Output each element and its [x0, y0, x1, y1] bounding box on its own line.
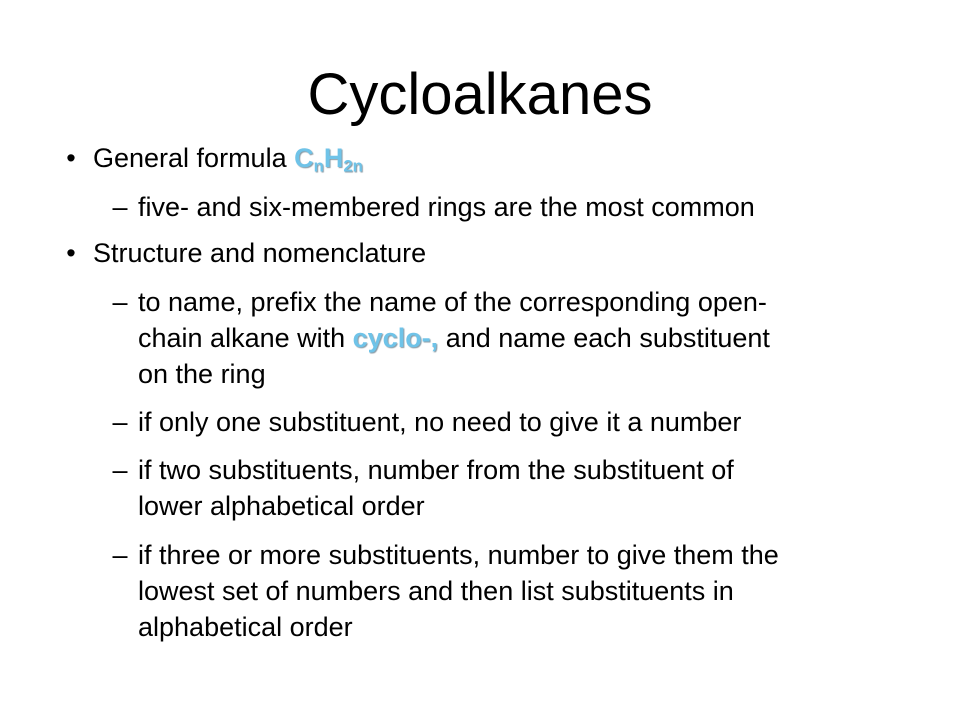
subbullet-three-substituents — [112, 537, 918, 645]
to-name-line-2 — [138, 320, 918, 356]
two-substituents-line-1: if two substituents, number from the substituent of — [138, 455, 734, 485]
dash-marker: – — [112, 540, 128, 570]
dash-marker: – — [112, 192, 128, 222]
one-substituent-text: if only one substituent, no need to give it a number — [138, 407, 742, 437]
subbullet-two-substituents — [112, 452, 918, 524]
formula-hydrogen: H — [323, 143, 344, 173]
formula-carbon-subscript: n — [313, 156, 324, 176]
slide-title: Cycloalkanes — [307, 62, 653, 127]
five-six-rings-text: five- and six-membered rings are the most common — [138, 192, 755, 222]
bullet-structure-nomenclature — [66, 235, 913, 271]
three-substituents-line-3: alphabetical order — [138, 612, 353, 642]
to-name-line-3: on the ring — [138, 359, 266, 389]
general-formula-label: General formula — [93, 143, 295, 173]
general-formula-value — [294, 143, 363, 176]
formula-carbon: C — [294, 143, 314, 173]
subbullet-to-name — [112, 284, 918, 392]
two-substituents-line-2: lower alphabetical order — [138, 491, 425, 521]
to-name-line-2-end: and name each substituent — [438, 323, 770, 353]
dash-marker: – — [112, 455, 128, 485]
bullet-marker: • — [66, 238, 76, 268]
cyclo-prefix-highlight: cyclo-, — [352, 323, 439, 353]
to-name-line-2-start: chain alkane with — [138, 323, 353, 353]
to-name-line-1: to name, prefix the name of the corresponding open- — [138, 287, 767, 317]
subbullet-five-six-rings — [112, 189, 918, 225]
structure-nomenclature-text: Structure and nomenclature — [93, 238, 427, 268]
subbullet-one-substituent — [112, 404, 918, 440]
bullet-marker: • — [66, 143, 76, 173]
formula-hydrogen-subscript: 2n — [343, 156, 363, 176]
three-substituents-line-2: lowest set of numbers and then list substituents in — [138, 576, 734, 606]
dash-marker: – — [112, 287, 128, 317]
three-substituents-line-1: if three or more substituents, number to give them the — [138, 540, 779, 570]
bullet-general-formula — [66, 140, 913, 176]
dash-marker: – — [112, 407, 128, 437]
